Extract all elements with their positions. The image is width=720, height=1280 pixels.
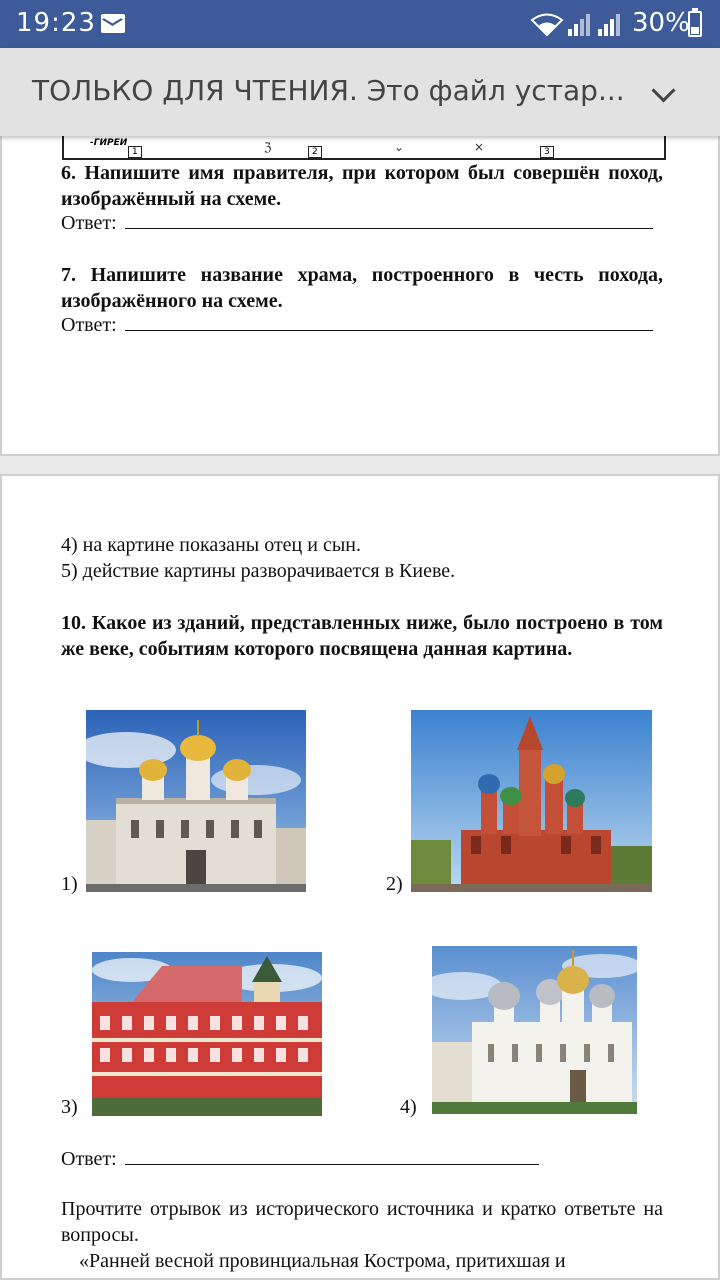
map-label: -ГИРЕИ xyxy=(90,138,128,148)
source-excerpt: «Ранней весной провинциальная Кострома, притихшая и xyxy=(79,1250,566,1272)
source-instruction: Прочтите отрывок из исторического источника и кратко ответьте на вопросы. xyxy=(61,1198,663,1246)
battery-percent: 30% xyxy=(632,8,690,38)
map-marker: 2 xyxy=(308,146,322,158)
status-bar xyxy=(0,0,720,48)
question-6: 6. Напишите имя правителя, при котором был совершён поход, изображённый на схеме. xyxy=(61,162,663,210)
answer-blank[interactable] xyxy=(125,212,653,229)
answer-label: Ответ: xyxy=(61,212,117,234)
document-page-1 xyxy=(0,136,720,456)
cathedral-photo-2 xyxy=(411,710,652,892)
mail-icon xyxy=(101,14,125,33)
map-marker: 1 xyxy=(128,146,142,158)
answer-line-7[interactable] xyxy=(61,314,653,337)
option-number-2: 2) xyxy=(386,873,403,895)
palace-photo-3 xyxy=(92,952,322,1116)
statement-5: 5) действие картины разворачивается в Киеве. xyxy=(61,560,456,582)
battery-icon xyxy=(688,11,702,37)
map-strip xyxy=(62,136,666,160)
map-mark: × xyxy=(474,140,485,154)
status-time: 19:23 xyxy=(16,8,96,38)
map-mark: ℨ xyxy=(264,140,272,154)
question-10: 10. Какое из зданий, представленных ниже, было построено в том же веке, событиям которого посвящена данная картина. xyxy=(61,612,663,660)
statement-4: 4) на картине показаны отец и сын. xyxy=(61,534,361,556)
answer-label: Ответ: xyxy=(61,314,117,336)
answer-line-6[interactable] xyxy=(61,212,653,235)
read-only-banner[interactable] xyxy=(0,48,720,136)
answer-line-10[interactable] xyxy=(61,1148,539,1171)
question-7: 7. Напишите название храма, построенного в честь похода, изображённого на схеме. xyxy=(61,264,663,312)
document-page-2 xyxy=(0,474,720,1280)
option-number-1: 1) xyxy=(61,873,78,895)
answer-blank[interactable] xyxy=(125,314,653,331)
cathedral-photo-4 xyxy=(432,946,637,1114)
cathedral-photo-1 xyxy=(86,710,306,892)
signal-icon xyxy=(598,14,622,36)
signal-icon xyxy=(568,14,592,36)
option-number-4: 4) xyxy=(400,1096,417,1118)
map-marker: 3 xyxy=(540,146,554,158)
chevron-down-icon[interactable] xyxy=(651,78,675,102)
option-number-3: 3) xyxy=(61,1096,78,1118)
read-only-text: ТОЛЬКО ДЛЯ ЧТЕНИЯ. Это файл устар... xyxy=(32,74,625,107)
map-mark: ⌄ xyxy=(394,140,405,154)
answer-label: Ответ: xyxy=(61,1148,117,1170)
wifi-icon xyxy=(530,13,564,37)
answer-blank[interactable] xyxy=(125,1148,539,1165)
